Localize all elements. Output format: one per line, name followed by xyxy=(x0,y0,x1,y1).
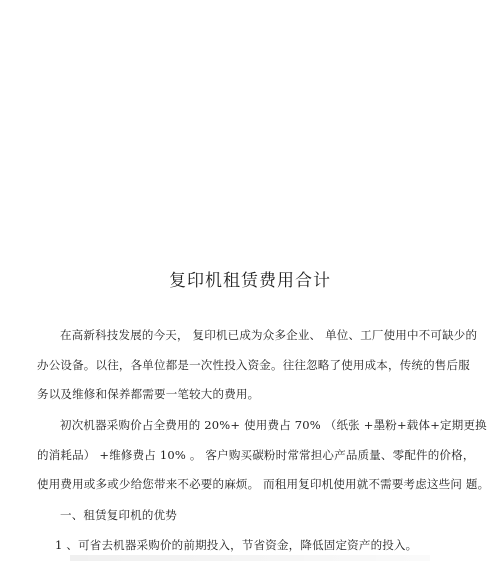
paragraph-1-line-1: 在高新科技发展的今天， 复印机已成为众多企业、 单位、工厂使用中不可缺少的 xyxy=(60,328,478,342)
next-line-fade xyxy=(70,555,430,561)
paragraph-1-line-3: 务以及维修和保养都需要一笔较大的费用。 xyxy=(37,387,260,401)
paragraph-1-line-2: 办公设备。以往，各单位都是一次性投入资金。往往忽略了使用成本，传统的售后服 xyxy=(37,358,470,372)
list-item: 1 、可省去机器采购价的前期投入，节省资金，降低固定资产的投入。 xyxy=(55,538,418,552)
document-title: 复印机租赁费用合计 xyxy=(169,271,331,291)
paragraph-2-line-1: 初次机器采购价占全费用的 20%+ 使用费占 70% （纸张 +墨粉+载体+定期更换 xyxy=(60,418,487,432)
section-heading: 一、租赁复印机的优势 xyxy=(60,508,177,522)
paragraph-2-line-2: 的消耗品） +维修费占 10% 。 客户购买碳粉时常常担心产品质量、零配件的价格， xyxy=(37,448,475,462)
paragraph-2-line-3: 使用费用或多或少给您带来不必要的麻烦。 而租用复印机使用就不需要考虑这些问 题。 xyxy=(37,477,490,491)
